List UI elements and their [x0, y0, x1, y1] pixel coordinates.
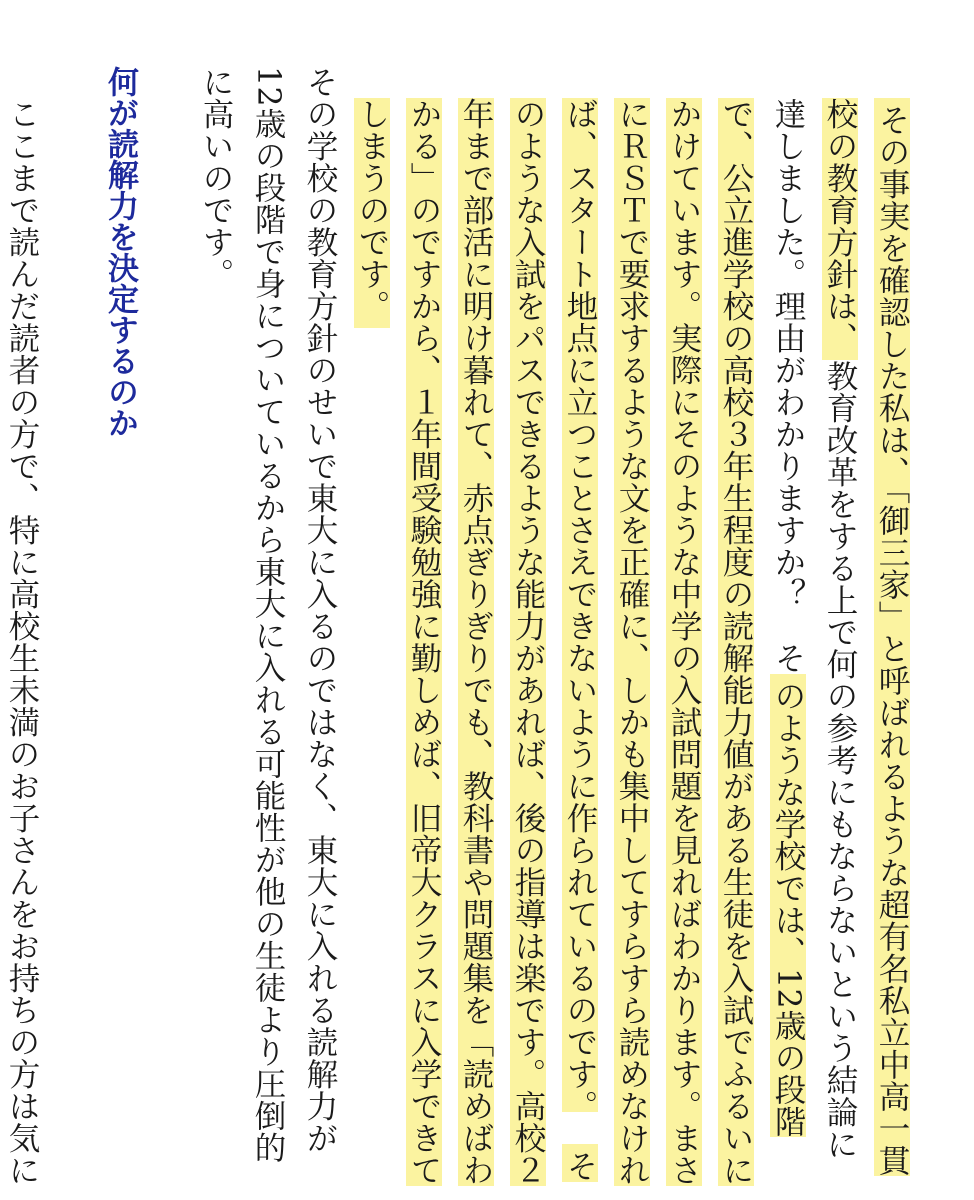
paragraph-1	[346, 66, 918, 1186]
section-heading: 何が読解力を決定するのか	[102, 66, 138, 438]
highlighted-text: その事実を確認した私は、「御三家」と呼ばれるような超有名私立中高一貫校の教育方針は、	[822, 97, 910, 1176]
plain-text: 教育改革をする上で何の参考にもならないという結論に達しました。理由がわかりますか？ そ	[770, 97, 858, 1160]
paragraph-2: その学校の教育方針のせいで東大に入るのではなく、東大に入れる読解力が12歳の段階で身についているから東大に入れる可能性が他の生徒より圧倒的に高いのです。	[198, 66, 338, 1164]
plain-text	[562, 1112, 598, 1144]
paragraph-3: ここまで読んだ読者の方で、特に高校生未満のお子さんをお持ちの方は気に	[4, 97, 40, 1186]
highlighted-text: そのような入試をパスできるような能力があれば、後の指導は楽です。高校２年まで部活に明け暮れて、赤点ぎりぎりでも、教科書や問題集を「読めばわかる」のですから、１年間受験勉強に勤しめば、旧帝大クラスに入学できてしまうのです。	[354, 97, 598, 1186]
highlighted-text: のような学校では、12歳の段階で、公立進学校の高校３年生程度の読解能力値がある生徒を入試でふるいにかけています。実際にそのような中学の入試問題を見ればわかります。まさにＲＳＴで要求するような文を正確に、しかも集中してすらすら読めなければ、スタート地点に立つことさえできないように作られているのです。	[562, 97, 806, 1186]
vertical-text-body	[0, 66, 918, 1186]
